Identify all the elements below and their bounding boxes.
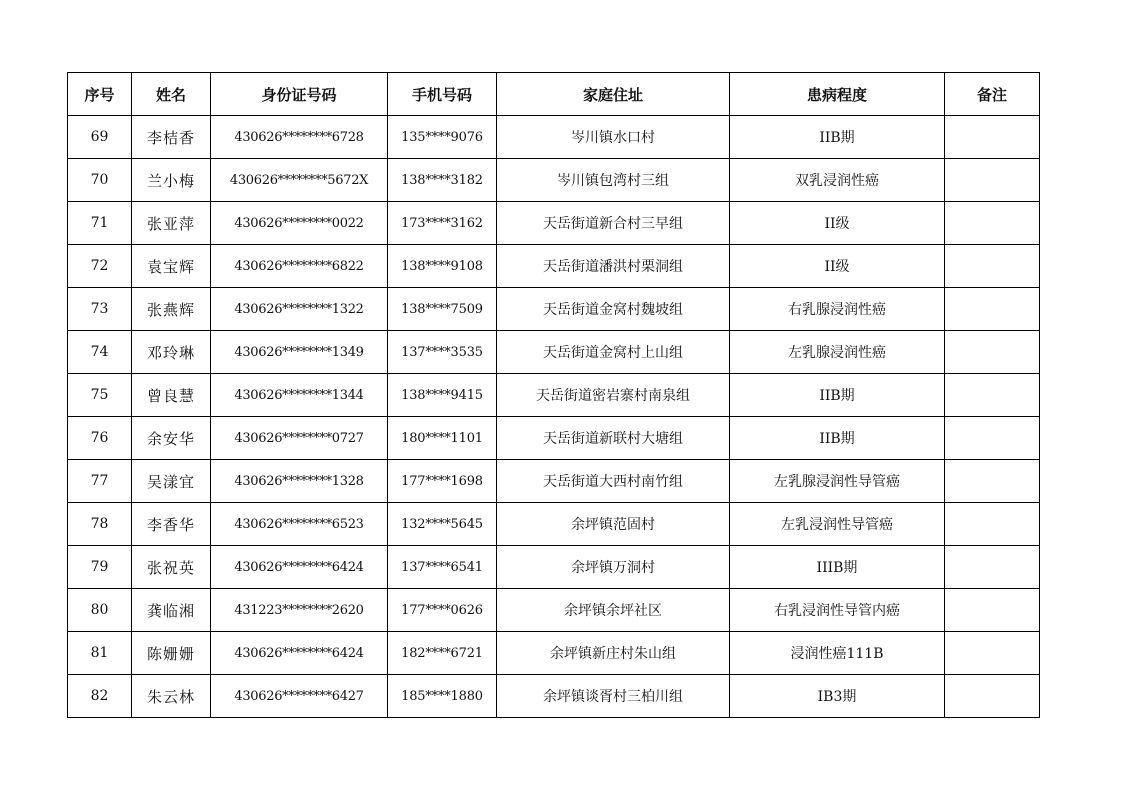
cell-home-address: 天岳街道金窝村上山组 <box>497 331 730 374</box>
cell-id-number: 430626********5672X <box>211 159 388 202</box>
cell-name: 张祝英 <box>132 546 211 589</box>
cell-condition: 右乳浸润性导管内癌 <box>730 589 945 632</box>
header-phone-number: 手机号码 <box>388 73 497 116</box>
cell-name: 张燕辉 <box>132 288 211 331</box>
cell-serial-number: 76 <box>68 417 132 460</box>
cell-home-address: 天岳街道金窝村魏坡组 <box>497 288 730 331</box>
cell-serial-number: 71 <box>68 202 132 245</box>
cell-remark <box>945 288 1040 331</box>
header-serial-number: 序号 <box>68 73 132 116</box>
cell-condition: II级 <box>730 245 945 288</box>
cell-name: 陈姗姗 <box>132 632 211 675</box>
cell-serial-number: 74 <box>68 331 132 374</box>
header-remark: 备注 <box>945 73 1040 116</box>
cell-id-number: 430626********6728 <box>211 116 388 159</box>
cell-remark <box>945 675 1040 718</box>
cell-condition: 左乳浸润性导管癌 <box>730 503 945 546</box>
cell-name: 余安华 <box>132 417 211 460</box>
cell-name: 邓玲琳 <box>132 331 211 374</box>
cell-id-number: 430626********1344 <box>211 374 388 417</box>
cell-condition: IB3期 <box>730 675 945 718</box>
cell-home-address: 岑川镇水口村 <box>497 116 730 159</box>
table-row <box>68 589 1040 632</box>
cell-condition: IIB期 <box>730 116 945 159</box>
cell-id-number: 430626********6822 <box>211 245 388 288</box>
cell-remark <box>945 245 1040 288</box>
cell-home-address: 余坪镇谈胥村三柏川组 <box>497 675 730 718</box>
table-header-row <box>68 73 1040 116</box>
cell-remark <box>945 589 1040 632</box>
cell-id-number: 430626********1349 <box>211 331 388 374</box>
cell-serial-number: 77 <box>68 460 132 503</box>
cell-name: 朱云林 <box>132 675 211 718</box>
cell-home-address: 天岳街道新合村三早组 <box>497 202 730 245</box>
table-row <box>68 417 1040 460</box>
cell-serial-number: 78 <box>68 503 132 546</box>
cell-condition: 左乳腺浸润性导管癌 <box>730 460 945 503</box>
cell-id-number: 430626********0022 <box>211 202 388 245</box>
cell-serial-number: 79 <box>68 546 132 589</box>
table-row <box>68 202 1040 245</box>
cell-remark <box>945 116 1040 159</box>
table-row <box>68 675 1040 718</box>
cell-name: 曾良慧 <box>132 374 211 417</box>
cell-name: 龚临湘 <box>132 589 211 632</box>
cell-serial-number: 75 <box>68 374 132 417</box>
header-name: 姓名 <box>132 73 211 116</box>
table-row <box>68 460 1040 503</box>
cell-home-address: 天岳街道潘洪村栗洞组 <box>497 245 730 288</box>
cell-name: 兰小梅 <box>132 159 211 202</box>
cell-id-number: 430626********6427 <box>211 675 388 718</box>
cell-remark <box>945 159 1040 202</box>
cell-name: 李香华 <box>132 503 211 546</box>
cell-condition: 左乳腺浸润性癌 <box>730 331 945 374</box>
cell-remark <box>945 374 1040 417</box>
table-row <box>68 159 1040 202</box>
cell-remark <box>945 417 1040 460</box>
cell-id-number: 430626********1322 <box>211 288 388 331</box>
cell-name: 张亚萍 <box>132 202 211 245</box>
cell-id-number: 430626********6424 <box>211 546 388 589</box>
cell-remark <box>945 546 1040 589</box>
cell-condition: 右乳腺浸润性癌 <box>730 288 945 331</box>
cell-condition: II级 <box>730 202 945 245</box>
cell-condition: IIB期 <box>730 374 945 417</box>
cell-phone-number: 137****6541 <box>388 546 497 589</box>
cell-phone-number: 138****9108 <box>388 245 497 288</box>
cell-phone-number: 185****1880 <box>388 675 497 718</box>
cell-name: 袁宝辉 <box>132 245 211 288</box>
cell-phone-number: 177****0626 <box>388 589 497 632</box>
cell-home-address: 岑川镇包湾村三组 <box>497 159 730 202</box>
cell-home-address: 天岳街道新联村大塘组 <box>497 417 730 460</box>
cell-id-number: 430626********1328 <box>211 460 388 503</box>
patient-table-container <box>67 72 1040 718</box>
cell-name: 吴漾宜 <box>132 460 211 503</box>
header-home-address: 家庭住址 <box>497 73 730 116</box>
table-row <box>68 503 1040 546</box>
table-row <box>68 632 1040 675</box>
cell-condition: 双乳浸润性癌 <box>730 159 945 202</box>
cell-serial-number: 73 <box>68 288 132 331</box>
table-row <box>68 288 1040 331</box>
cell-serial-number: 70 <box>68 159 132 202</box>
header-condition: 患病程度 <box>730 73 945 116</box>
cell-id-number: 431223********2620 <box>211 589 388 632</box>
cell-home-address: 余坪镇万洞村 <box>497 546 730 589</box>
cell-condition: IIIB期 <box>730 546 945 589</box>
cell-remark <box>945 202 1040 245</box>
cell-condition: 浸润性癌111B <box>730 632 945 675</box>
cell-remark <box>945 503 1040 546</box>
patient-table <box>67 72 1040 718</box>
table-row <box>68 116 1040 159</box>
cell-id-number: 430626********6424 <box>211 632 388 675</box>
cell-remark <box>945 331 1040 374</box>
cell-phone-number: 173****3162 <box>388 202 497 245</box>
cell-home-address: 余坪镇新庄村朱山组 <box>497 632 730 675</box>
cell-phone-number: 135****9076 <box>388 116 497 159</box>
cell-remark <box>945 632 1040 675</box>
cell-home-address: 天岳街道大西村南竹组 <box>497 460 730 503</box>
cell-serial-number: 80 <box>68 589 132 632</box>
cell-id-number: 430626********6523 <box>211 503 388 546</box>
cell-phone-number: 182****6721 <box>388 632 497 675</box>
cell-serial-number: 72 <box>68 245 132 288</box>
cell-phone-number: 138****7509 <box>388 288 497 331</box>
table-row <box>68 331 1040 374</box>
cell-name: 李桔香 <box>132 116 211 159</box>
cell-phone-number: 137****3535 <box>388 331 497 374</box>
cell-phone-number: 138****9415 <box>388 374 497 417</box>
cell-id-number: 430626********0727 <box>211 417 388 460</box>
cell-remark <box>945 460 1040 503</box>
cell-serial-number: 82 <box>68 675 132 718</box>
cell-home-address: 余坪镇余坪社区 <box>497 589 730 632</box>
cell-home-address: 余坪镇范固村 <box>497 503 730 546</box>
table-row <box>68 374 1040 417</box>
cell-phone-number: 138****3182 <box>388 159 497 202</box>
cell-condition: IIB期 <box>730 417 945 460</box>
cell-phone-number: 132****5645 <box>388 503 497 546</box>
table-row <box>68 546 1040 589</box>
table-body <box>68 116 1040 718</box>
cell-phone-number: 180****1101 <box>388 417 497 460</box>
cell-phone-number: 177****1698 <box>388 460 497 503</box>
cell-home-address: 天岳街道密岩寨村南泉组 <box>497 374 730 417</box>
table-row <box>68 245 1040 288</box>
cell-serial-number: 69 <box>68 116 132 159</box>
header-id-number: 身份证号码 <box>211 73 388 116</box>
cell-serial-number: 81 <box>68 632 132 675</box>
